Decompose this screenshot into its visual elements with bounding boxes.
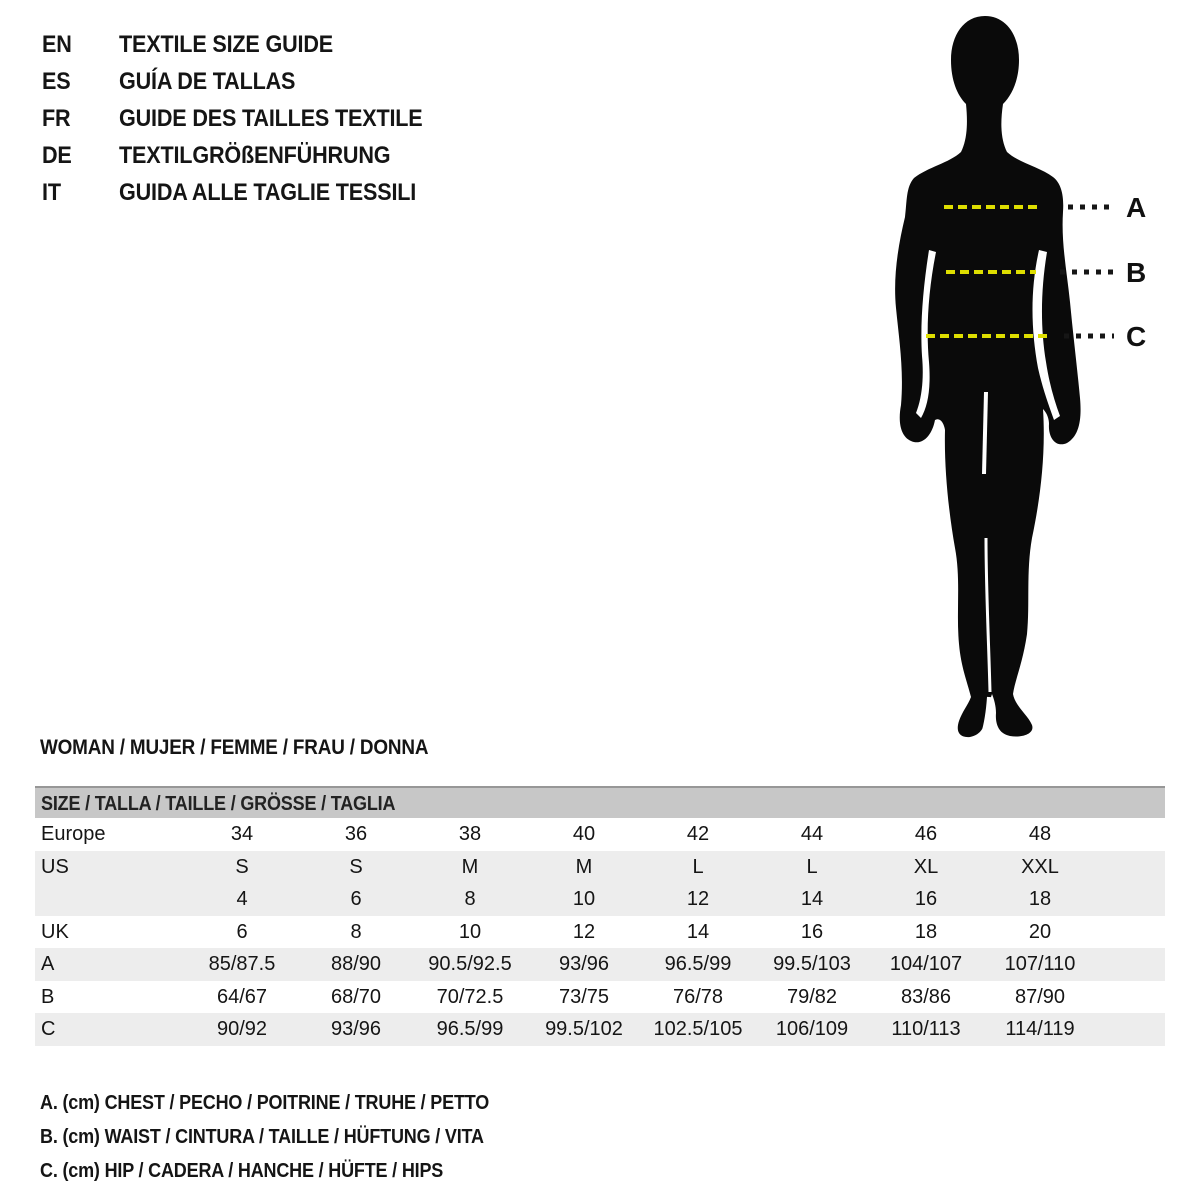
legend-chest-text: A. (cm) CHEST / PECHO / POITRINE / TRUHE / PETTO bbox=[40, 1092, 490, 1114]
size-cell: 16 bbox=[800, 920, 824, 943]
size-cell: 68/70 bbox=[330, 985, 382, 1008]
size-cell: 46 bbox=[914, 823, 938, 845]
section-title bbox=[40, 736, 471, 760]
size-cell: 79/82 bbox=[786, 985, 838, 1008]
guide-title-fr: GUIDE DES TAILLES TEXTILE bbox=[119, 104, 423, 132]
size-cell: XXL bbox=[1021, 855, 1059, 878]
size-cell: 87/90 bbox=[1014, 985, 1066, 1008]
table-row-us bbox=[35, 851, 1165, 884]
guide-title-es: GUÍA DE TALLAS bbox=[119, 67, 296, 95]
legend-waist bbox=[40, 1120, 539, 1154]
row-label: UK bbox=[41, 920, 69, 943]
marker-label-chest: A bbox=[1126, 192, 1147, 223]
marker-label-waist: B bbox=[1126, 257, 1147, 288]
language-title-list bbox=[42, 26, 456, 211]
legend-chest bbox=[40, 1086, 539, 1120]
guide-title-de: TEXTILGRÖßENFÜHRUNG bbox=[119, 141, 391, 169]
size-cell: XL bbox=[913, 855, 939, 878]
language-row-fr bbox=[42, 100, 456, 137]
size-cell: 16 bbox=[914, 888, 938, 910]
row-label: C bbox=[41, 1018, 56, 1040]
size-cell: 4 bbox=[236, 888, 248, 910]
size-cell: S bbox=[349, 855, 363, 878]
size-cell: 76/78 bbox=[672, 985, 724, 1008]
language-code: FR bbox=[42, 104, 71, 132]
language-row-es bbox=[42, 63, 456, 100]
size-cell: 90.5/92.5 bbox=[428, 953, 512, 975]
size-cell: 83/86 bbox=[900, 985, 952, 1008]
language-code: EN bbox=[42, 30, 72, 58]
size-cell: 110/113 bbox=[891, 1018, 961, 1040]
size-cell: 6 bbox=[350, 888, 362, 910]
row-label: Europe bbox=[41, 823, 106, 845]
size-cell: 20 bbox=[1028, 920, 1052, 943]
size-cell: S bbox=[235, 855, 249, 878]
size-cell: M bbox=[575, 855, 593, 878]
table-row-hip-c bbox=[35, 1013, 1165, 1046]
size-cell: 85/87.5 bbox=[208, 953, 276, 975]
language-code: IT bbox=[42, 178, 61, 206]
size-cell: 18 bbox=[1028, 888, 1052, 910]
row-label: US bbox=[41, 855, 69, 878]
table-row-chest-a bbox=[35, 948, 1165, 981]
row-label: B bbox=[41, 985, 55, 1008]
table-row-uk bbox=[35, 916, 1165, 949]
woman-silhouette-figure bbox=[860, 0, 1200, 770]
size-cell: 96.5/99 bbox=[436, 1018, 504, 1040]
row-label bbox=[35, 883, 185, 916]
size-cell: 104/107 bbox=[889, 953, 963, 975]
size-cell: 12 bbox=[686, 888, 710, 910]
language-code: DE bbox=[42, 141, 72, 169]
size-cell: 38 bbox=[458, 823, 482, 845]
size-cell: 40 bbox=[572, 823, 596, 845]
size-cell: 12 bbox=[572, 920, 596, 943]
size-table bbox=[35, 786, 1165, 1046]
size-cell: 10 bbox=[572, 888, 596, 910]
size-cell: 106/109 bbox=[775, 1018, 849, 1040]
size-cell: 14 bbox=[686, 920, 710, 943]
size-cell: 14 bbox=[800, 888, 824, 910]
size-cell: 8 bbox=[464, 888, 476, 910]
legend-hip bbox=[40, 1154, 539, 1188]
size-cell: 10 bbox=[458, 920, 482, 943]
row-label: A bbox=[41, 953, 55, 975]
size-cell: 88/90 bbox=[330, 953, 382, 975]
size-cell: 18 bbox=[914, 920, 938, 943]
size-cell: 90/92 bbox=[216, 1018, 268, 1040]
size-cell: 44 bbox=[800, 823, 824, 845]
language-row-de bbox=[42, 137, 456, 174]
table-row-europe bbox=[35, 818, 1165, 851]
legend-waist-text: B. (cm) WAIST / CINTURA / TAILLE / HÜFTUNG / VITA bbox=[40, 1126, 484, 1148]
language-code: ES bbox=[42, 67, 71, 95]
size-cell: 93/96 bbox=[330, 1018, 382, 1040]
size-table-header-text: SIZE / TALLA / TAILLE / GRÖSSE / TAGLIA bbox=[41, 793, 396, 815]
size-cell: 93/96 bbox=[558, 953, 610, 975]
size-cell: 48 bbox=[1028, 823, 1052, 845]
size-cell: 102.5/105 bbox=[653, 1018, 743, 1040]
size-cell: 96.5/99 bbox=[664, 953, 732, 975]
size-cell: 73/75 bbox=[558, 985, 610, 1008]
size-cell: M bbox=[461, 855, 479, 878]
size-cell: L bbox=[806, 855, 818, 878]
size-cell: 34 bbox=[230, 823, 254, 845]
size-cell: 8 bbox=[350, 920, 362, 943]
size-cell: 114/119 bbox=[1005, 1018, 1075, 1040]
language-row-it bbox=[42, 174, 456, 211]
size-cell: L bbox=[692, 855, 704, 878]
language-row-en bbox=[42, 26, 456, 63]
measurement-legend bbox=[40, 1086, 539, 1188]
guide-title-en: TEXTILE SIZE GUIDE bbox=[119, 30, 333, 58]
legend-hip-text: C. (cm) HIP / CADERA / HANCHE / HÜFTE / HIPS bbox=[40, 1160, 444, 1182]
upper-leg-gap bbox=[984, 392, 986, 474]
size-cell: 107/110 bbox=[1004, 953, 1076, 975]
size-cell: 99.5/103 bbox=[773, 953, 851, 975]
table-row-waist-b bbox=[35, 981, 1165, 1014]
size-table-header bbox=[35, 786, 1165, 818]
size-cell: 36 bbox=[344, 823, 368, 845]
table-row-us-numeric bbox=[35, 883, 1165, 916]
section-title-text: WOMAN / MUJER / FEMME / FRAU / DONNA bbox=[40, 736, 429, 759]
size-cell: 6 bbox=[236, 920, 248, 943]
size-cell: 99.5/102 bbox=[545, 1018, 623, 1040]
marker-label-hip: C bbox=[1126, 321, 1147, 352]
size-cell: 42 bbox=[686, 823, 710, 845]
guide-title-it: GUIDA ALLE TAGLIE TESSILI bbox=[119, 178, 417, 206]
size-cell: 64/67 bbox=[216, 985, 268, 1008]
size-cell: 70/72.5 bbox=[436, 985, 504, 1008]
